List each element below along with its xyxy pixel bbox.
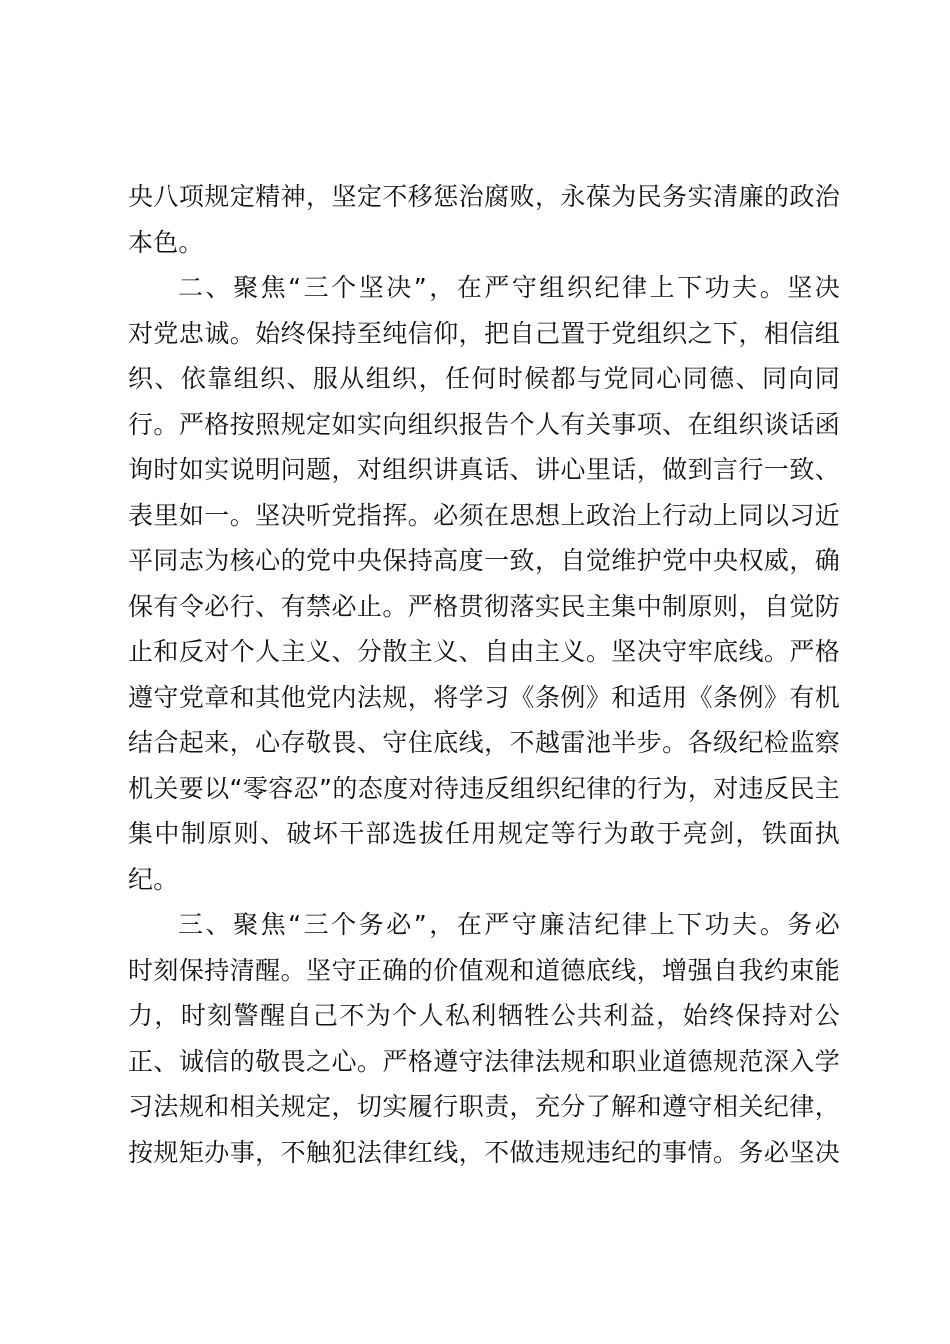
text-line: 力，时刻警醒自己不为个人私利牺牲公共利益，始终保持对公 xyxy=(128,1001,840,1030)
document-body xyxy=(128,174,840,1175)
text-line: 本色。 xyxy=(128,227,204,257)
paragraph-section-three xyxy=(128,902,840,1175)
paragraph-continuation xyxy=(128,174,840,265)
text-line: 央八项规定精神，坚定不移惩治腐败，永葆为民务实清廉的政治 xyxy=(128,182,840,211)
text-line: 平同志为核心的党中央保持高度一致，自觉维护党中央权威，确 xyxy=(128,546,840,575)
text-line: 保有令必行、有禁必止。严格贯彻落实民主集中制原则，自觉防 xyxy=(128,591,840,621)
text-line: 询时如实说明问题，对组织讲真话、讲心里话，做到言行一致、 xyxy=(128,455,840,484)
text-line: 正、诚信的敬畏之心。严格遵守法律法规和职业道德规范深入学 xyxy=(128,1046,840,1076)
text-line: 遵守党章和其他党内法规，将学习《条例》和适用《条例》有机 xyxy=(128,682,840,712)
text-line: 集中制原则、破坏干部选拔任用规定等行为敢于亮剑，铁面执 xyxy=(128,819,840,848)
text-line: 时刻保持清醒。坚守正确的价值观和道德底线，增强自我约束能 xyxy=(128,955,840,985)
text-line: 行。严格按照规定如实向组织报告个人有关事项、在组织谈话函 xyxy=(128,409,840,439)
text-line: 结合起来，心存敬畏、守住底线，不越雷池半步。各级纪检监察 xyxy=(128,728,840,757)
text-line: 对党忠诚。始终保持至纯信仰，把自己置于党组织之下，相信组 xyxy=(128,318,840,348)
text-line: 纪。 xyxy=(128,864,179,894)
section-three-heading-line: 三、聚焦“三个务必”，在严守廉洁纪律上下功夫。务必 xyxy=(178,910,840,939)
text-line: 表里如一。坚决听党指挥。必须在思想上政治上行动上同以习近 xyxy=(128,500,840,530)
paragraph-section-two xyxy=(128,265,840,902)
section-two-heading-line: 二、聚焦“三个坚决”，在严守组织纪律上下功夫。坚决 xyxy=(178,273,840,302)
text-line: 止和反对个人主义、分散主义、自由主义。坚决守牢底线。严格 xyxy=(128,637,840,666)
text-line: 按规矩办事，不触犯法律红线，不做违规违纪的事情。务必坚决 xyxy=(128,1137,840,1167)
text-line: 织、依靠组织、服从组织，任何时候都与党同心同德、同向同 xyxy=(128,364,840,393)
text-line: 习法规和相关规定，切实履行职责，充分了解和遵守相关纪律， xyxy=(128,1092,840,1121)
text-line: 机关要以“零容忍”的态度对待违反组织纪律的行为，对违反民主 xyxy=(128,773,840,803)
